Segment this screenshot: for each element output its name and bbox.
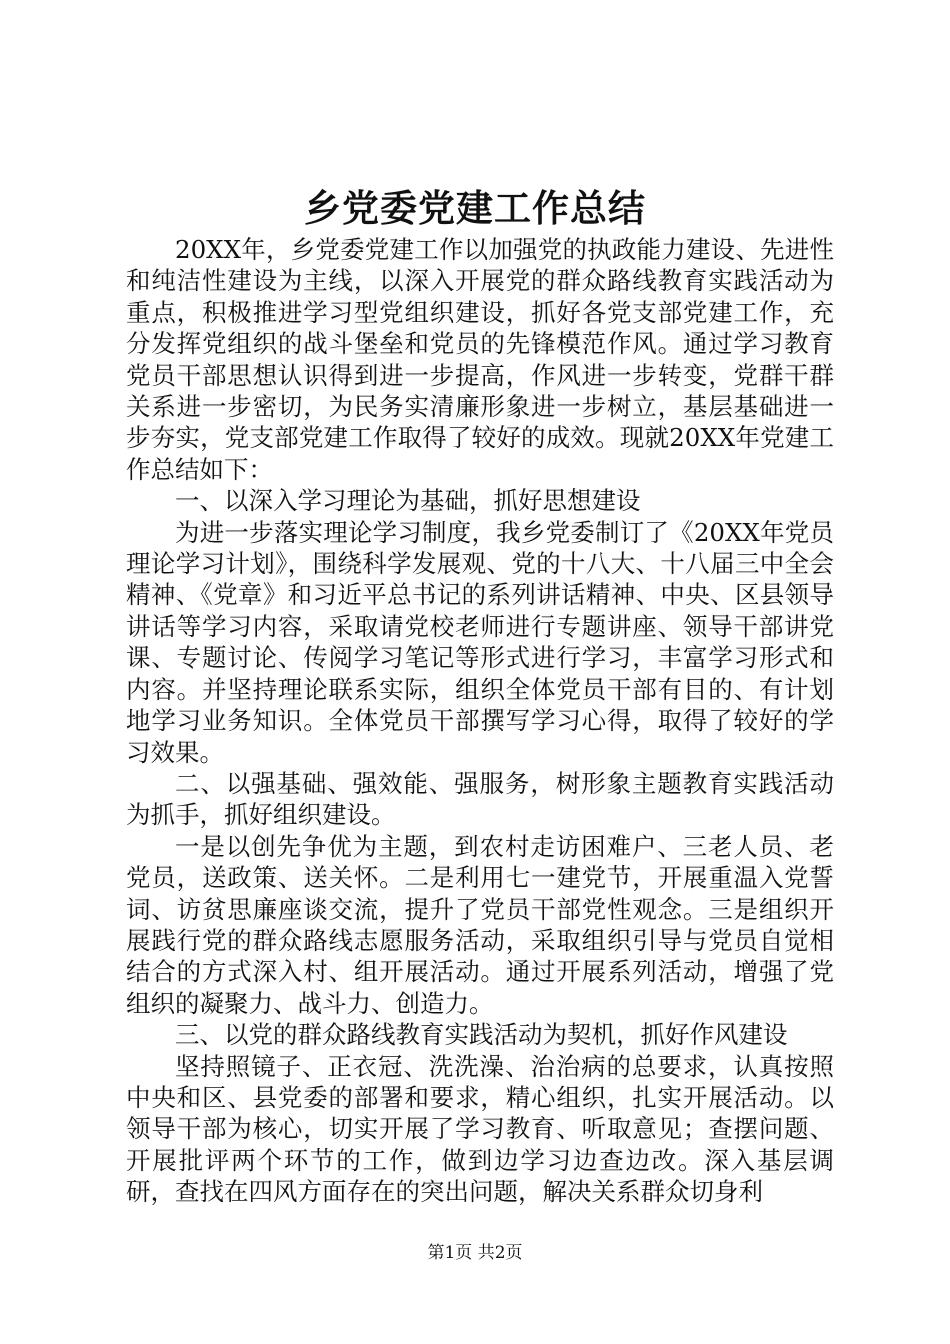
paragraph-section-2: 一是以创先争优为主题，到农村走访困难户、三老人员、老党员，送政策、送关怀。二是利用七一建党节，开展重温入党誓词、访贫思廉座谈交流，提升了党员干部党性观念。三是组织开展践行党的群众路线志愿服务活动，采取组织引导与党员自觉相结合的方式深入村、组开展活动。通过开展系列活动，增强了党组织的凝聚力、战斗力、创造力。	[126, 831, 834, 1018]
paragraph-section-3: 坚持照镜子、正衣冠、洗洗澡、治治病的总要求，认真按照中央和区、县党委的部署和要求，精心组织，扎实开展活动。以领导干部为核心，切实开展了学习教育、听取意见；查摆问题、开展批评两个环节的工作，做到边学习边查边改。深入基层调研，查找在四风方面存在的突出问题，解决关系群众切身利	[126, 1051, 834, 1207]
section-heading-3: 三、以党的群众路线教育实践活动为契机，抓好作风建设	[175, 1020, 788, 1050]
paragraph-section-1: 为进一步落实理论学习制度，我乡党委制订了《20XX年党员理论学习计划》，围绕科学发展观、党的十八大、十八届三中全会精神、《党章》和习近平总书记的系列讲话精神、中央、区县领导讲话等学习内容，采取请党校老师进行专题讲座、领导干部讲党课、专题讨论、传阅学习笔记等形式进行学习，丰富学习形式和内容。并坚持理论联系实际，组织全体党员干部有目的、有计划地学习业务知识。全体党员干部撰写学习心得，取得了较好的学习效果。	[126, 517, 834, 767]
section-heading-1: 一、以深入学习理论为基础，抓好思想建设	[175, 486, 641, 516]
document-body	[126, 234, 834, 1208]
section-heading-2: 二、以强基础、强效能、强服务，树形象主题教育实践活动为抓手，抓好组织建设。	[126, 768, 834, 830]
paragraph-intro: 20XX年，乡党委党建工作以加强党的执政能力建设、先进性和纯洁性建设为主线，以深入开展党的群众路线教育实践活动为重点，积极推进学习型党组织建设，抓好各党支部党建工作，充分发挥党组织的战斗堡垒和党员的先锋模范作风。通过学习教育党员干部思想认识得到进一步提高，作风进一步转变，党群干群关系进一步密切，为民务实清廉形象进一步树立，基层基础进一步夯实，党支部党建工作取得了较好的成效。现就20XX年党建工作总结如下：	[126, 235, 834, 484]
page-number-footer: 第1页 共2页	[427, 1243, 523, 1263]
document-title: 乡党委党建工作总结	[304, 186, 646, 230]
